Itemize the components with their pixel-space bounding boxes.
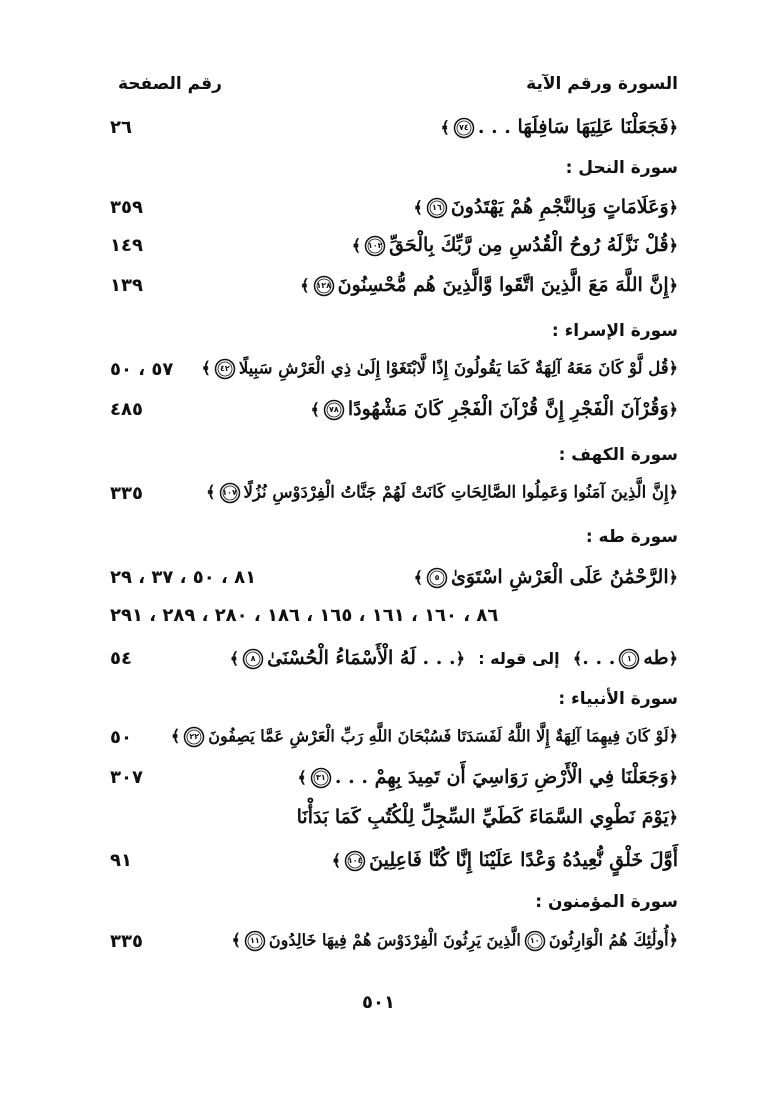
- page-number: ١٤٩: [110, 234, 143, 256]
- surah-heading: سورة المؤمنون :: [535, 892, 678, 912]
- index-entry: [110, 110, 678, 144]
- verse-text: ﴿وَعَلَامَاتٍ وَبِالنَّجْمِ هُمْ يَهْتَدُونَ ١٦ ﴾: [413, 195, 678, 218]
- ayah-marker-icon: ١: [618, 648, 640, 670]
- page-number: ٥٤: [110, 647, 132, 669]
- index-entry: [110, 924, 678, 958]
- surah-heading: سورة طه :: [585, 527, 678, 547]
- verse-text: ﴿طه ١ . . .﴾ إلى قوله : ﴿. . . لَهُ الْأَسْمَاءُ الْحُسْنَىٰ ٨ ﴾: [229, 646, 678, 669]
- verse-text: ﴿قُل لَّوْ كَانَ مَعَهُ آلِهَةٌ كَمَا يَقُولُونَ إِذًا لَّابْتَغَوْا إِلَىٰ ذِي الْعَرْشِ سَبِيلًا ٤٢ ﴾: [201, 358, 678, 380]
- index-entry: [110, 268, 678, 302]
- verse-text: ﴿قُلْ نَزَّلَهُ رُوحُ الْقُدُسِ مِن رَّبِّكَ بِالْحَقِّ ١٠٢ ﴾: [351, 233, 678, 256]
- surah-heading: سورة الكهف :: [558, 445, 678, 465]
- index-entry: [110, 352, 678, 386]
- page-column-header: رقم الصفحة: [118, 74, 222, 94]
- page-number: ٩١: [110, 849, 132, 871]
- page-number: ٨٦ ، ١٦٠ ، ١٦١ ، ١٦٥ ، ١٨٦ ، ٢٨٠ ، ٢٨٩ ، ٢٩١: [110, 604, 499, 626]
- page-number: ٣٥٩: [110, 196, 143, 218]
- surah-column-header: السورة ورقم الآية: [526, 74, 678, 94]
- ayah-marker-icon: ١٠: [524, 930, 546, 952]
- index-entry-line2: [110, 843, 678, 877]
- verse-text: ﴿لَوْ كَانَ فِيهِمَا آلِهَةٌ إِلَّا اللَّهُ لَفَسَدَتَا فَسُبْحَانَ اللَّهِ رَبِّ الْعَرْشِ عَمَّا يَصِفُونَ ٢٢ ﴾: [171, 726, 678, 748]
- verse-text: ﴿أُولَٰئِكَ هُمُ الْوَارِثُونَ ١٠ الَّذِينَ يَرِثُونَ الْفِرْدَوْسَ هُمْ فِيهَا خَالِدُونَ ١١ ﴾: [232, 930, 678, 952]
- ayah-marker-icon: ٧٤: [453, 117, 475, 139]
- index-entry: [110, 476, 678, 510]
- index-entry: [110, 641, 678, 675]
- ayah-marker-icon: ٢٢: [183, 726, 205, 748]
- connector-text: إلى قوله :: [478, 648, 560, 668]
- ayah-marker-icon: ١٠٧: [219, 482, 241, 504]
- page-number: ٣٠٧: [110, 766, 143, 788]
- verse-text: ﴿الرَّحْمَٰنُ عَلَى الْعَرْشِ اسْتَوَىٰ ٥ ﴾: [413, 565, 678, 588]
- ayah-marker-icon: ٤٢: [214, 358, 236, 380]
- index-entry: [110, 392, 678, 426]
- verse-text: ﴿إِنَّ اللَّهَ مَعَ الَّذِينَ اتَّقَوا وَّالَّذِينَ هُم مُّحْسِنُونَ ١٢٨ ﴾: [300, 273, 678, 296]
- index-entry: [110, 720, 678, 754]
- ayah-marker-icon: ١٢٨: [313, 275, 335, 297]
- page-number: ٥٧ ، ٥٠: [110, 358, 174, 380]
- surah-heading: سورة النحل :: [565, 158, 678, 178]
- index-entry: [110, 760, 678, 794]
- page-number: ٢٦: [110, 116, 132, 138]
- ayah-marker-icon: ١١: [244, 930, 266, 952]
- ayah-marker-icon: ٨: [242, 648, 264, 670]
- page-footer-number: ٥٠١: [362, 992, 395, 1013]
- index-entry: [110, 190, 678, 224]
- ayah-marker-icon: ٥: [426, 567, 448, 589]
- page-number: ٣٣٥: [110, 930, 143, 952]
- verse-text: أَوَّلَ خَلْقٍ نُّعِيدُهُ وَعْدًا عَلَيْنَا إِنَّا كُنَّا فَاعِلِينَ ١٠٤ ﴾: [331, 848, 678, 871]
- verse-text: ﴿وَجَعَلْنَا فِي الْأَرْضِ رَوَاسِيَ أَن تَمِيدَ بِهِمْ . . . ٣١ ﴾: [297, 765, 678, 788]
- verse-text: ﴿وَقُرْآنَ الْفَجْرِ إِنَّ قُرْآنَ الْفَجْرِ كَانَ مَشْهُودًا ٧٨ ﴾: [310, 397, 678, 420]
- index-entry: [110, 228, 678, 262]
- page-continuation: [110, 598, 678, 632]
- surah-heading: سورة الأنبياء :: [558, 689, 678, 709]
- verse-text: ﴿إِنَّ الَّذِينَ آمَنُوا وَعَمِلُوا الصَّالِحَاتِ كَانَتْ لَهُمْ جَنَّاتُ الْفِرْدَوْسِ نُزُلًا ١٠٧ ﴾: [206, 482, 678, 504]
- page-number: ٤٨٥: [110, 398, 143, 420]
- ayah-marker-icon: ١٦: [426, 197, 448, 219]
- surah-heading: سورة الإسراء :: [551, 321, 678, 341]
- page-number: ٨١ ، ٥٠ ، ٣٧ ، ٢٩: [110, 566, 257, 588]
- index-entry: [110, 560, 678, 594]
- ayah-marker-icon: ٧٨: [323, 399, 345, 421]
- ayah-marker-icon: ٣١: [310, 767, 332, 789]
- page-number: ٥٠: [110, 726, 132, 748]
- page-number: ١٣٩: [110, 274, 143, 296]
- index-entry-line1: [110, 800, 678, 834]
- ayah-marker-icon: ١٠٤: [344, 850, 366, 872]
- verse-text: ﴿فَجَعَلْنَا عَلِيَهَا سَافِلَهَا . . . ٧٤ ﴾: [440, 115, 678, 138]
- page-number: ٣٣٥: [110, 482, 143, 504]
- ayah-marker-icon: ١٠٢: [364, 235, 386, 257]
- verse-text: ﴿يَوْمَ نَطْوِي السَّمَاءَ كَطَيِّ السِّجِلِّ لِلْكُتُبِ كَمَا بَدَأْنَا: [296, 806, 678, 828]
